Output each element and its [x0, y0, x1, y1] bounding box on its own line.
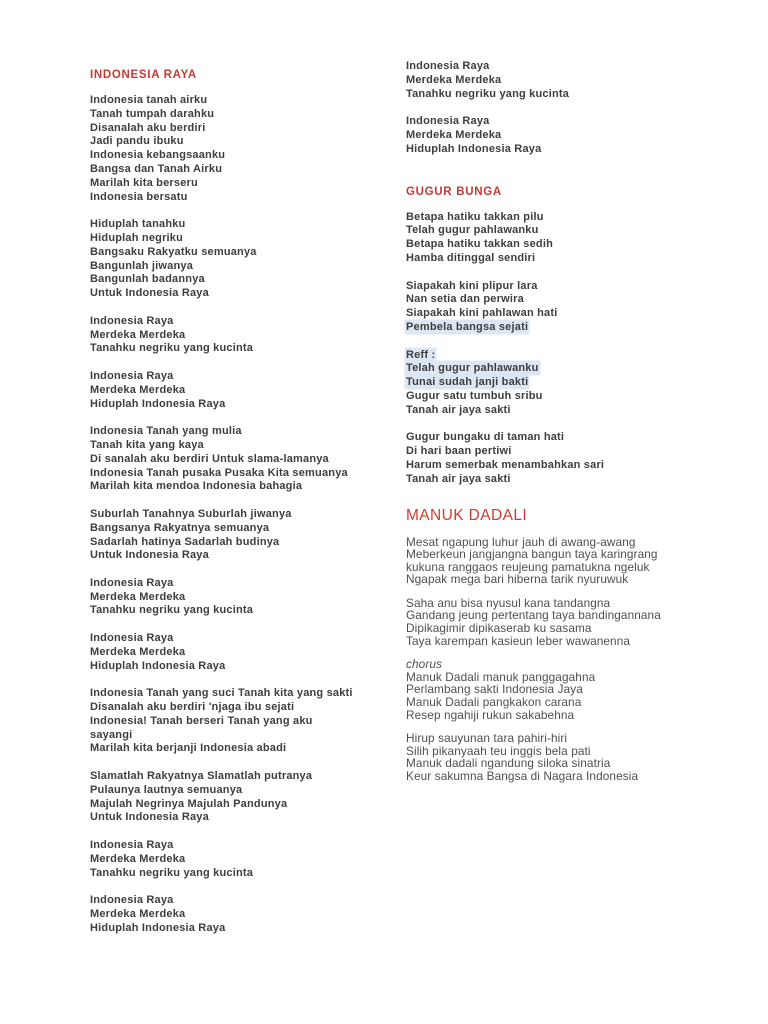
lyric-line	[406, 473, 746, 487]
lyric-text: Gugur bungaku di taman hati	[406, 431, 565, 444]
stanza	[406, 211, 746, 266]
lyric-text: Marilah kita mendoa Indonesia bahagia	[90, 480, 303, 493]
lyric-line	[406, 709, 746, 722]
lyric-text: Hiduplah negriku	[90, 231, 184, 244]
lyric-text: Betapa hatiku takkan pilu	[406, 210, 544, 223]
lyric-text: Indonesia Raya	[406, 60, 490, 72]
lyric-line	[90, 439, 400, 453]
lyric-text: Indonesia Raya	[90, 576, 174, 589]
stanza	[90, 218, 400, 301]
lyric-text: Manuk dadali ngandung siloka sinatria	[406, 756, 611, 771]
lyric-text: Indonesia Tanah yang suci Tanah kita yang sakti	[90, 687, 353, 700]
lyric-text: Nan setia dan perwira	[406, 293, 524, 306]
lyric-line	[90, 908, 400, 922]
lyric-line	[90, 177, 400, 191]
lyric-text: Bangsanya Rakyatnya semuanya	[90, 521, 270, 534]
lyric-line	[90, 384, 400, 398]
lyric-line	[90, 742, 400, 756]
lyric-line	[406, 129, 746, 143]
lyric-text: Keur sakumna Bangsa di Nagara Indonesia	[406, 769, 639, 784]
lyric-text: Bangsa dan Tanah Airku	[90, 162, 223, 175]
lyric-line	[406, 280, 746, 294]
lyric-line	[90, 536, 400, 550]
lyric-text: Tanah air jaya sakti	[406, 403, 511, 416]
lyric-line	[90, 687, 400, 701]
lyrics-column-left	[90, 68, 400, 949]
lyric-text: Tanahku negriku yang kucinta	[90, 604, 254, 617]
lyric-text: Tanah air jaya sakti	[406, 472, 511, 485]
lyric-line	[90, 273, 400, 287]
lyric-text: Merdeka Merdeka	[90, 590, 186, 603]
lyric-line	[90, 425, 400, 439]
lyric-text: Marilah kita berjanji Indonesia abadi	[90, 742, 287, 755]
stanza	[90, 632, 400, 673]
stanza	[90, 839, 400, 880]
lyric-line	[90, 467, 400, 481]
lyric-text: Hiduplah Indonesia Raya	[406, 142, 542, 155]
lyric-line	[406, 143, 746, 157]
lyric-text: Tanah kita yang kaya	[90, 438, 204, 451]
lyric-line	[90, 315, 400, 329]
lyric-text: Hiduplah Indonesia Raya	[90, 921, 226, 934]
lyric-text: Dipikagimir dipikaserab ku sasama	[406, 621, 592, 636]
lyric-line	[406, 635, 746, 648]
lyric-line	[90, 853, 400, 867]
lyric-text: Di sanalah aku berdiri Untuk slama-lamanya	[90, 452, 329, 465]
lyric-line	[90, 577, 400, 591]
lyric-text: Merdeka Merdeka	[90, 383, 186, 396]
lyric-text: Indonesia Raya	[90, 632, 174, 645]
lyric-line	[90, 191, 400, 205]
lyric-line	[406, 431, 746, 445]
lyric-line-highlighted	[406, 349, 746, 363]
stanza	[406, 536, 746, 586]
lyric-text: Resep ngahiji rukun sakabehna	[406, 707, 575, 722]
lyric-text: Gandang jeung pertentang taya bandingannana	[406, 608, 661, 623]
lyric-text: Siapakah kini plipur lara	[406, 279, 538, 292]
lyric-text: Indonesia Tanah yang mulia	[90, 425, 242, 438]
lyric-line-highlighted	[406, 376, 746, 390]
lyric-text: Ngapak mega bari hiberna tarik nyuruwuk	[406, 572, 629, 587]
stanza	[90, 315, 400, 356]
stanza	[406, 658, 746, 721]
stanza	[90, 894, 400, 935]
section-heading: GUGUR BUNGA	[406, 185, 502, 198]
lyric-line	[90, 218, 400, 232]
lyric-line	[90, 287, 400, 301]
lyric-text: Bangunlah badannya	[90, 273, 205, 286]
lyric-text: Bangsaku Rakyatku semuanya	[90, 245, 257, 258]
lyric-text: Merdeka Merdeka	[90, 908, 186, 921]
lyric-line	[90, 922, 400, 936]
lyric-line	[90, 246, 400, 260]
stanza	[406, 597, 746, 647]
lyric-line	[406, 238, 746, 252]
lyric-line-highlighted	[406, 362, 746, 376]
lyric-line	[406, 88, 746, 102]
lyric-text: Betapa hatiku takkan sedih	[406, 238, 554, 251]
lyric-line	[90, 260, 400, 274]
lyric-text: Merdeka Merdeka	[406, 128, 502, 141]
lyric-text: Hirup sauyunan tara pahiri-hiri	[406, 731, 568, 746]
lyric-line	[406, 445, 746, 459]
lyric-line	[90, 108, 400, 122]
lyric-line	[406, 293, 746, 307]
lyric-text: Pembela bangsa sejati	[406, 320, 529, 333]
lyric-text: Untuk Indonesia Raya	[90, 287, 209, 300]
stanza	[90, 370, 400, 411]
lyric-line	[406, 74, 746, 88]
lyric-text: Indonesia Raya	[90, 314, 174, 327]
lyric-line	[406, 390, 746, 404]
lyric-line	[406, 459, 746, 473]
stanza	[406, 732, 746, 782]
lyric-text: Indonesia Raya	[90, 839, 174, 852]
lyric-text: Indonesia tanah airku	[90, 94, 208, 106]
lyric-line	[90, 522, 400, 536]
lyric-text: Telah gugur pahlawanku	[406, 224, 539, 237]
lyric-text: Indonesia Raya	[406, 115, 490, 128]
lyric-line	[90, 784, 400, 798]
stanza	[90, 508, 400, 563]
lyric-text: Disanalah aku berdiri 'njaga ibu sejati	[90, 701, 295, 714]
stanza	[90, 770, 400, 825]
lyric-text: Sadarlah hatinya Sadarlah budinya	[90, 535, 280, 548]
lyric-line	[90, 480, 400, 494]
lyric-line	[90, 646, 400, 660]
section-heading: INDONESIA RAYA	[90, 69, 197, 81]
lyric-text: Merdeka Merdeka	[90, 645, 186, 658]
lyric-line	[90, 549, 400, 563]
lyric-text: Bangunlah jiwanya	[90, 259, 194, 272]
lyric-text: Majulah Negrinya Majulah Pandunya	[90, 797, 288, 810]
lyric-line	[406, 573, 746, 586]
lyrics-column-right	[406, 60, 746, 794]
lyric-text: chorus	[406, 657, 443, 672]
lyric-text: Saha anu bisa nyusul kana tandangna	[406, 595, 611, 610]
lyric-line	[90, 135, 400, 149]
lyric-line	[90, 342, 400, 356]
lyric-line	[90, 839, 400, 853]
lyric-line	[90, 232, 400, 246]
lyric-text: Hiduplah tanahku	[90, 218, 186, 231]
lyric-text: Marilah kita berseru	[90, 176, 198, 189]
lyric-line	[90, 398, 400, 412]
lyric-line	[90, 329, 400, 343]
lyric-text: Di hari baan pertiwi	[406, 445, 512, 458]
lyric-text: Jadi pandu ibuku	[90, 135, 184, 148]
lyric-line	[90, 701, 400, 715]
lyric-text: Tanahku negriku yang kucinta	[90, 342, 254, 355]
lyric-text: Hamba ditinggal sendiri	[406, 251, 536, 264]
lyric-text: Taya karempan kasieun leber wawanenna	[406, 633, 631, 648]
lyric-line	[90, 867, 400, 881]
lyric-line	[90, 729, 400, 743]
lyric-text: sayangi	[90, 728, 133, 741]
lyric-text: Indonesia! Tanah berseri Tanah yang aku	[90, 714, 313, 727]
lyric-text: Hiduplah Indonesia Raya	[90, 397, 226, 410]
stanza	[90, 687, 400, 756]
stanza	[406, 60, 746, 101]
stanza	[406, 280, 746, 335]
lyric-text: Gugur satu tumbuh sribu	[406, 389, 543, 402]
lyric-line	[406, 404, 746, 418]
lyric-line	[90, 798, 400, 812]
lyric-text: Disanalah aku berdiri	[90, 121, 206, 134]
lyric-line	[90, 453, 400, 467]
lyric-text: Reff :	[406, 348, 436, 361]
lyric-text: Slamatlah Rakyatnya Slamatlah putranya	[90, 770, 313, 783]
lyric-text: Tanahku negriku yang kucinta	[406, 87, 570, 100]
lyric-text: Harum semerbak menambahkan sari	[406, 458, 605, 471]
lyric-text: Perlambang sakti Indonesia Jaya	[406, 682, 583, 697]
lyric-text: Indonesia bersatu	[90, 190, 188, 203]
stanza	[406, 349, 746, 418]
stanza	[90, 577, 400, 618]
lyric-line	[406, 115, 746, 129]
lyric-line	[406, 770, 746, 783]
lyric-line	[90, 894, 400, 908]
lyric-line	[406, 211, 746, 225]
lyric-line	[90, 508, 400, 522]
lyric-line	[90, 632, 400, 646]
section-heading: MANUK DADALI	[406, 506, 528, 524]
lyric-text: Mesat ngapung luhur jauh di awang-awang	[406, 534, 636, 549]
lyric-line	[90, 770, 400, 784]
lyric-text: Meberkeun jangjangna bangun taya karingrang	[406, 547, 658, 562]
lyric-line	[90, 715, 400, 729]
lyric-text: Indonesia kebangsaanku	[90, 149, 226, 162]
lyric-line	[406, 224, 746, 238]
lyric-text: Manuk Dadali manuk panggagahna	[406, 669, 596, 684]
lyric-line	[90, 604, 400, 618]
lyric-text: Manuk Dadali pangkakon carana	[406, 695, 582, 710]
lyric-text: Merdeka Merdeka	[90, 328, 186, 341]
lyric-line	[90, 591, 400, 605]
lyric-text: Pulaunya lautnya semuanya	[90, 783, 243, 796]
lyric-text: Untuk Indonesia Raya	[90, 549, 209, 562]
lyric-text: Suburlah Tanahnya Suburlah jiwanya	[90, 507, 292, 520]
lyric-line	[90, 122, 400, 136]
lyric-line-highlighted	[406, 321, 746, 335]
lyric-line	[90, 149, 400, 163]
stanza	[406, 431, 746, 486]
lyric-text: Tanahku negriku yang kucinta	[90, 866, 254, 879]
lyric-line	[90, 370, 400, 384]
lyric-text: Hiduplah Indonesia Raya	[90, 659, 226, 672]
lyric-text: Merdeka Merdeka	[90, 852, 186, 865]
lyric-line	[406, 60, 746, 74]
lyric-text: Indonesia Raya	[90, 894, 174, 907]
lyric-text: Indonesia Raya	[90, 369, 174, 382]
stanza	[90, 425, 400, 494]
lyric-text: Silih pikanyaah teu inggis bela pati	[406, 743, 591, 758]
lyric-text: Indonesia Tanah pusaka Pusaka Kita semuanya	[90, 466, 348, 479]
lyric-line	[406, 252, 746, 266]
lyric-line	[90, 94, 400, 108]
lyric-line	[90, 163, 400, 177]
lyric-line	[406, 307, 746, 321]
lyric-text: Tanah tumpah darahku	[90, 107, 215, 120]
lyric-text: Tunai sudah janji bakti	[406, 376, 529, 389]
lyric-text: Siapakah kini pahlawan hati	[406, 307, 558, 320]
lyric-text: Merdeka Merdeka	[406, 73, 502, 86]
lyric-line	[90, 811, 400, 825]
stanza	[90, 94, 400, 204]
lyric-text: Telah gugur pahlawanku	[406, 362, 539, 375]
lyric-line	[90, 660, 400, 674]
lyric-text: kukuna ranggaos reujeung pamatukna ngeluk	[406, 559, 650, 574]
stanza	[406, 115, 746, 156]
lyric-text: Untuk Indonesia Raya	[90, 811, 209, 824]
